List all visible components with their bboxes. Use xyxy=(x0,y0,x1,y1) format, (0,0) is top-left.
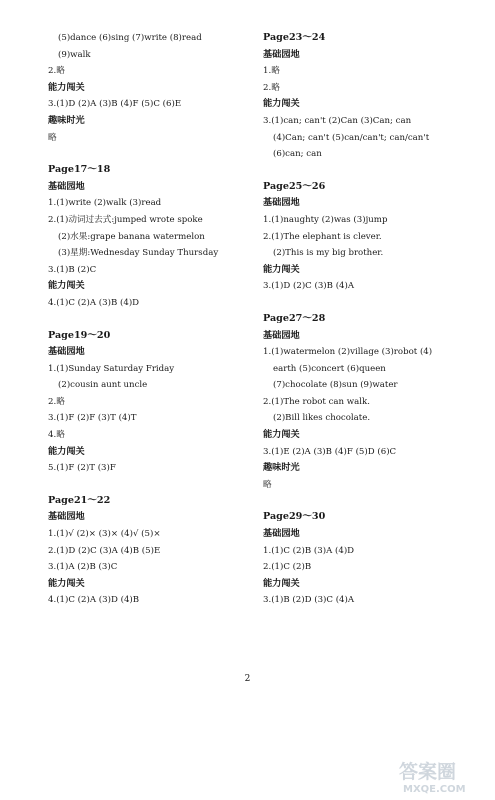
section-heading: 能力闯关 xyxy=(263,263,300,275)
answer-line: (2)Bill likes chocolate. xyxy=(273,413,371,424)
page-range-heading: Page19～20 xyxy=(48,329,111,341)
answer-line: (2)cousin aunt uncle xyxy=(58,380,148,391)
answer-line: 3.(1)B (2)C xyxy=(48,264,97,275)
answer-line: (6)can; can xyxy=(273,149,322,160)
page-number: 2 xyxy=(244,674,251,684)
answer-line: (2)This is my big brother. xyxy=(273,248,384,259)
answer-line: 2.(1)C (2)B xyxy=(263,562,312,573)
answer-line: 1.(1)watermelon (2)village (3)robot (4) xyxy=(263,347,433,358)
right-column xyxy=(263,30,478,609)
answer-line: 3.(1)can; can't (2)Can (3)Can; can xyxy=(263,115,412,126)
answer-line: (2)水果:grape banana watermelon xyxy=(58,231,205,242)
answer-line: 3.(1)B (2)D (3)C (4)A xyxy=(263,595,355,606)
answer-line: 2.(1)D (2)C (3)A (4)B (5)E xyxy=(48,545,161,556)
answer-line: 1.(1)C (2)B (3)A (4)D xyxy=(263,545,355,556)
section-gap xyxy=(48,477,263,493)
answer-line: 3.(1)E (2)A (3)B (4)F (5)D (6)C xyxy=(263,446,397,457)
section-heading: 基础园地 xyxy=(263,329,300,341)
page-range-heading: Page27～28 xyxy=(263,312,326,324)
answer-line: 1.(1)naughty (2)was (3)jump xyxy=(263,214,388,225)
answer-line: 3.(1)A (2)B (3)C xyxy=(48,562,118,573)
answer-line: (5)dance (6)sing (7)write (8)read xyxy=(58,33,202,43)
answer-line: 略 xyxy=(48,132,57,143)
answer-line: 4.略 xyxy=(48,430,65,441)
answer-line: earth (5)concert (6)queen xyxy=(273,363,386,374)
answer-line: 1.(1)√ (2)× (3)× (4)√ (5)× xyxy=(48,529,161,540)
section-heading: 能力闯关 xyxy=(48,280,85,292)
section-heading: 能力闯关 xyxy=(263,98,300,110)
section-gap xyxy=(263,295,478,311)
svg-text:MXQE.COM: MXQE.COM xyxy=(403,784,466,795)
section-gap xyxy=(263,493,478,509)
section-heading: 基础园地 xyxy=(48,511,85,523)
section-gap xyxy=(48,312,263,328)
page-range-heading: Page23～24 xyxy=(263,32,326,43)
section-heading: 能力闯关 xyxy=(48,445,85,457)
page-range-heading: Page21～22 xyxy=(48,494,111,506)
left-column xyxy=(48,30,263,609)
section-heading: 趣味时光 xyxy=(48,114,85,126)
svg-text:答案圈: 答案圈 xyxy=(399,761,457,783)
answer-line: 略 xyxy=(263,479,272,490)
section-gap xyxy=(48,146,263,162)
answer-line: 1.(1)write (2)walk (3)read xyxy=(48,198,162,209)
section-heading: 基础园地 xyxy=(48,180,85,192)
answer-line: (4)Can; can't (5)can/can't; can/can't xyxy=(273,132,430,143)
section-heading: 能力闯关 xyxy=(263,577,300,589)
answer-line: (9)walk xyxy=(58,49,91,60)
answer-line: 2.略 xyxy=(48,396,65,407)
page-range-heading: Page29～30 xyxy=(263,511,326,523)
page-range-heading: Page25～26 xyxy=(263,180,326,192)
answer-line: 5.(1)F (2)T (3)F xyxy=(48,463,116,474)
section-heading: 基础园地 xyxy=(263,48,300,60)
answer-line: 2.(1)The elephant is clever. xyxy=(263,231,382,242)
answer-line: 2.(1)The robot can walk. xyxy=(263,396,370,407)
answer-line: 2.(1)动词过去式:jumped wrote spoke xyxy=(48,214,203,225)
answer-line: 3.(1)D (2)A (3)B (4)F (5)C (6)E xyxy=(48,99,182,110)
section-heading: 基础园地 xyxy=(263,528,300,540)
section-heading: 能力闯关 xyxy=(48,81,85,93)
answer-line: 3.(1)D (2)C (3)B (4)A xyxy=(263,281,355,292)
section-heading: 基础园地 xyxy=(263,197,300,209)
answer-line: 4.(1)C (2)A (3)D (4)B xyxy=(48,595,140,606)
section-gap xyxy=(263,163,478,179)
answer-line: 2.略 xyxy=(48,66,65,77)
section-heading: 能力闯关 xyxy=(48,577,85,589)
watermark-logo xyxy=(397,756,489,796)
answer-line: (7)chocolate (8)sun (9)water xyxy=(273,380,398,391)
answer-line: 3.(1)F (2)F (3)T (4)T xyxy=(48,413,137,424)
page-range-heading: Page17～18 xyxy=(48,164,111,176)
answer-line: 1.略 xyxy=(263,66,280,77)
answer-line: 1.(1)Sunday Saturday Friday xyxy=(48,363,175,374)
answer-line: 2.略 xyxy=(263,82,280,93)
section-heading: 能力闯关 xyxy=(263,429,300,441)
section-heading: 趣味时光 xyxy=(263,462,300,474)
answer-line: (3)星期:Wednesday Sunday Thursday xyxy=(58,248,219,259)
answer-line: 4.(1)C (2)A (3)B (4)D xyxy=(48,297,140,308)
section-heading: 基础园地 xyxy=(48,346,85,358)
